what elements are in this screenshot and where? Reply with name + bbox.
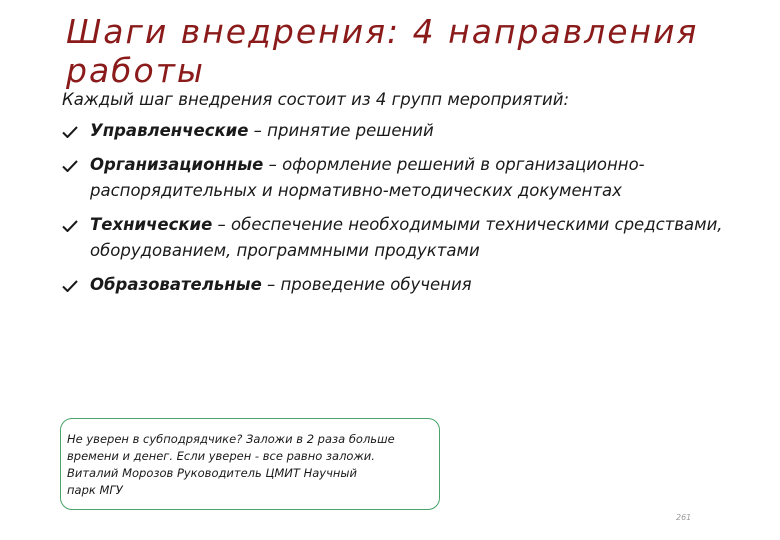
- quote-line: времени и денег. Если уверен - все равно заложи.: [67, 449, 375, 463]
- page-number: 261: [676, 513, 692, 522]
- bullet-description: – обеспечение необходимыми техническими средствами, оборудованием, программными продуктами: [90, 215, 723, 260]
- bullet-description: – принятие решений: [248, 121, 434, 140]
- bullet-description: – проведение обучения: [261, 275, 472, 294]
- quote-line: Не уверен в субподрядчике? Заложи в 2 раза больше: [67, 432, 395, 446]
- bullet-item-management: [62, 118, 742, 144]
- bullet-item-technical: [62, 212, 742, 264]
- checkmark-icon: [62, 160, 78, 172]
- quote-line: Виталий Морозов Руководитель ЦМИТ Научный: [67, 466, 357, 480]
- bullet-term: Управленческие: [90, 121, 249, 140]
- bullet-term: Образовательные: [90, 275, 262, 294]
- bullet-item-educational: [62, 272, 742, 298]
- checkmark-icon: [62, 280, 78, 292]
- bullet-term: Организационные: [90, 155, 264, 174]
- bullet-term: Технические: [90, 215, 213, 234]
- bullet-description: – оформление решений в организационно-распорядительных и нормативно-методических документах: [90, 155, 645, 200]
- quote-line: парк МГУ: [67, 483, 123, 497]
- checkmark-icon: [62, 126, 78, 138]
- quote-box: [60, 418, 440, 510]
- intro-text: Каждый шаг внедрения состоит из 4 групп мероприятий:: [62, 90, 570, 109]
- bullet-list: [62, 118, 742, 306]
- slide-title: Шаги внедрения: 4 направления работы: [66, 12, 699, 90]
- bullet-item-organizational: [62, 152, 742, 204]
- checkmark-icon: [62, 220, 78, 232]
